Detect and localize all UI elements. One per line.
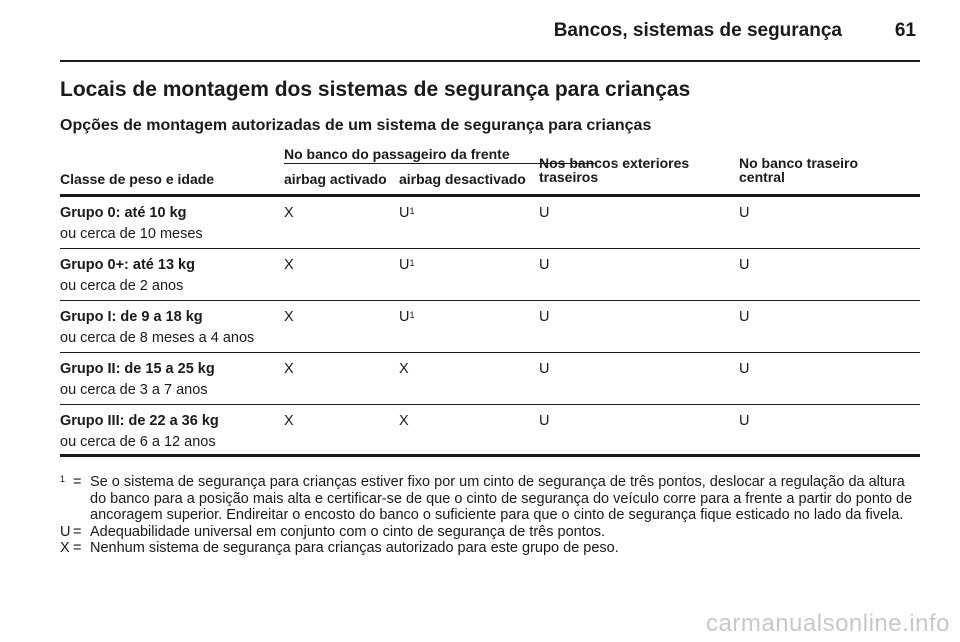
header-center-rear-line1: No banco traseiro	[739, 155, 859, 171]
running-title: Bancos, sistemas de segurança	[553, 20, 842, 41]
table-notes	[60, 454, 920, 557]
section-subtitle: Opções de montagem autorizadas de um sistema de segurança para crianças	[60, 117, 652, 134]
note-footnote-1	[60, 474, 920, 524]
row-age: ou cerca de 8 meses a 4 anos	[60, 330, 255, 346]
note-equals: =	[73, 523, 82, 540]
cell-airbag-off-value: X	[399, 413, 409, 429]
cell-outer-rear: U	[539, 257, 550, 273]
note-equals: =	[73, 474, 82, 490]
note-u-legend	[60, 524, 920, 541]
header-outer-rear-line1: Nos bancos exteriores	[539, 155, 690, 171]
row-age: ou cerca de 2 anos	[60, 278, 184, 294]
cell-center-rear: U	[739, 257, 750, 273]
header-center-rear-line2: central	[739, 169, 785, 185]
table-row	[60, 405, 920, 456]
cell-outer-rear: U	[539, 361, 550, 377]
cell-center-rear: U	[739, 309, 750, 325]
header-airbag-on: airbag activado	[284, 171, 387, 187]
row-age: ou cerca de 3 a 7 anos	[60, 382, 208, 398]
header-outer-rear-line2: traseiros	[539, 169, 599, 185]
cell-outer-rear: U	[539, 309, 550, 325]
note-text: Adequabilidade universal em conjunto com o cinto de segurança de três pontos.	[90, 523, 606, 540]
cell-airbag-off-value: X	[399, 361, 409, 377]
cell-center-rear: U	[739, 413, 750, 429]
cell-airbag-off	[399, 360, 409, 378]
note-x-legend	[60, 540, 920, 557]
note-marker: 1	[60, 474, 66, 484]
row-group: Grupo 0+: até 13 kg	[60, 257, 195, 273]
row-group: Grupo I: de 9 a 18 kg	[60, 309, 203, 325]
footnote-ref: 1	[409, 310, 415, 320]
cell-airbag-on: X	[284, 413, 294, 429]
header-airbag-off: airbag desactivado	[399, 171, 526, 187]
note-marker: U	[60, 523, 71, 540]
header-weight-class: Classe de peso e idade	[60, 171, 215, 187]
cell-airbag-off	[399, 412, 409, 430]
cell-airbag-off-value: U	[399, 309, 410, 325]
cell-airbag-off	[399, 308, 415, 326]
cell-airbag-off	[399, 204, 415, 222]
cell-airbag-off-value: U	[399, 205, 410, 221]
row-group: Grupo II: de 15 a 25 kg	[60, 361, 215, 377]
page-number: 61	[894, 20, 916, 41]
row-age: ou cerca de 10 meses	[60, 226, 203, 242]
note-equals: =	[73, 540, 82, 556]
table-row	[60, 353, 920, 405]
note-marker: X	[60, 540, 70, 556]
cell-airbag-on: X	[284, 361, 294, 377]
note-text: Nenhum sistema de segurança para crianças autorizado para este grupo de peso.	[90, 540, 619, 556]
cell-airbag-off-value: U	[399, 257, 410, 273]
page-header	[60, 18, 920, 62]
mounting-options-table	[60, 140, 920, 456]
cell-outer-rear: U	[539, 205, 550, 221]
cell-airbag-on: X	[284, 309, 294, 325]
table-row	[60, 249, 920, 301]
cell-center-rear: U	[739, 205, 750, 221]
cell-airbag-off	[399, 256, 415, 274]
table-row	[60, 197, 920, 249]
cell-outer-rear: U	[539, 413, 550, 429]
row-group: Grupo 0: até 10 kg	[60, 205, 187, 221]
row-age: ou cerca de 6 a 12 anos	[60, 434, 216, 450]
cell-airbag-on: X	[284, 205, 294, 221]
table-header	[60, 140, 920, 197]
watermark: carmanualsonline.info	[706, 610, 950, 637]
header-passenger-seat: No banco do passageiro da frente	[284, 146, 510, 162]
footnote-ref: 1	[409, 258, 415, 268]
section-title: Locais de montagem dos sistemas de segurança para crianças	[60, 78, 691, 101]
note-text: Se o sistema de segurança para crianças estiver fixo por um cinto de segurança de três pontos, deslocar a regulação da altura do banco para a posição mais alta e certificar-se de que o cinto de segurança do veículo corre para a frente a partir do ponto de ancoragem superior. Endireitar o encosto do banco o suficiente para que o cinto de segurança fique esticado no lado da fivela.	[90, 474, 913, 523]
cell-airbag-on: X	[284, 257, 294, 273]
table-row	[60, 301, 920, 353]
row-group: Grupo III: de 22 a 36 kg	[60, 413, 219, 429]
footnote-ref: 1	[409, 206, 415, 216]
cell-center-rear: U	[739, 361, 750, 377]
